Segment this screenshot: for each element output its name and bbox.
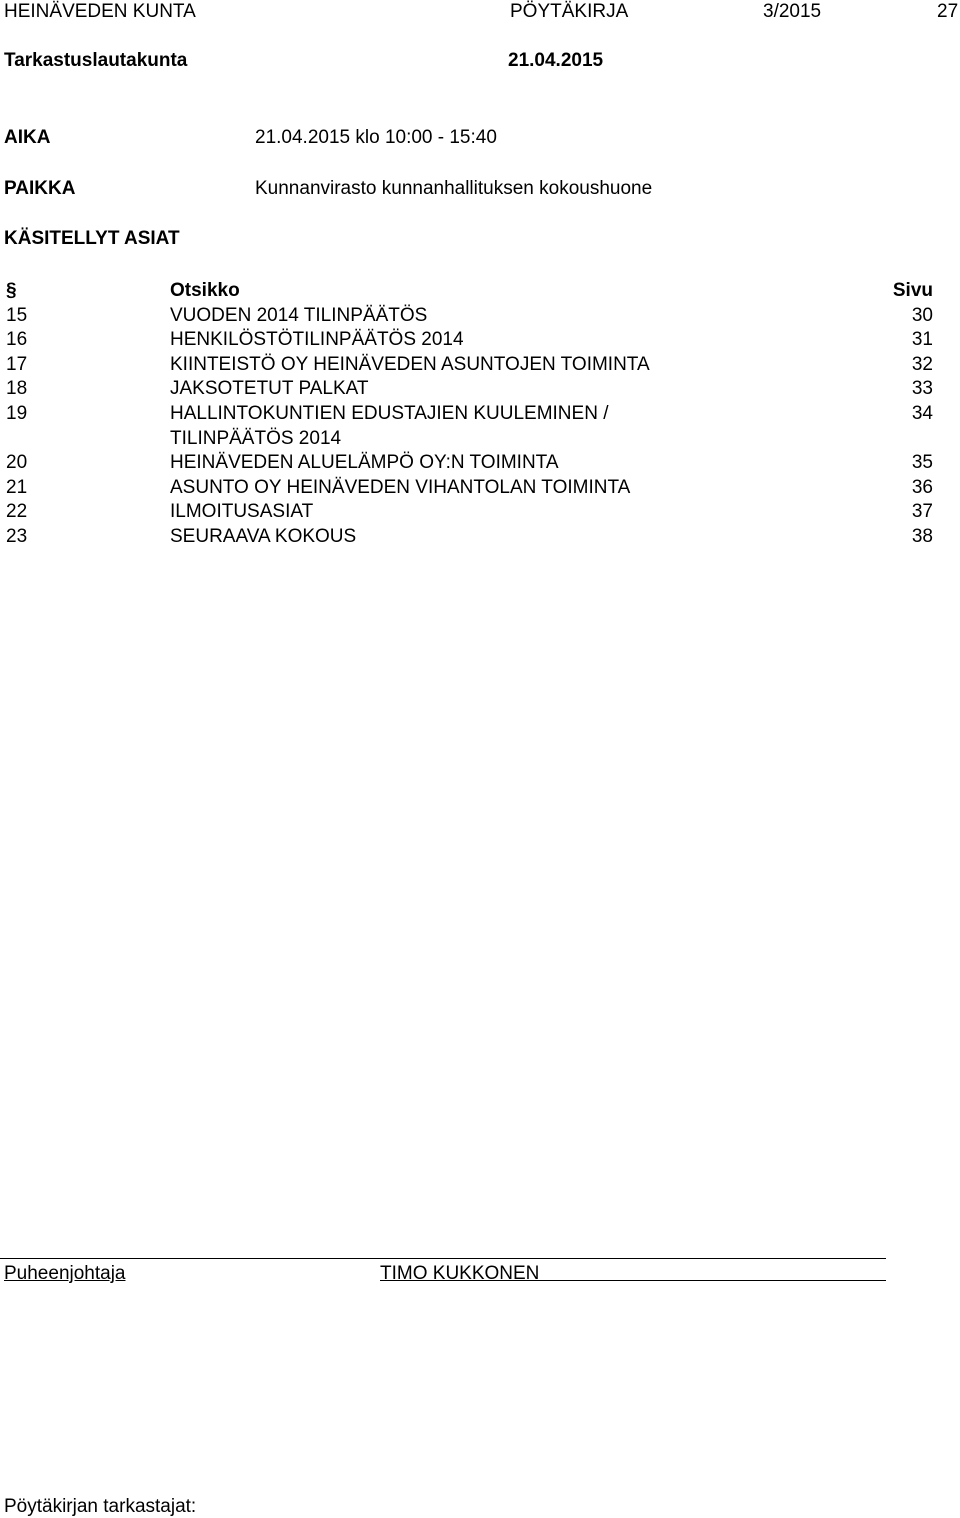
agenda-row-number: 16	[6, 329, 28, 351]
document-type: PÖYTÄKIRJA	[510, 1, 629, 22]
agenda-row-title: HALLINTOKUNTIEN EDUSTAJIEN KUULEMINEN / TILINPÄÄTÖS 2014	[170, 402, 609, 449]
agenda-row	[0, 525, 960, 550]
agenda-row-page: 30	[911, 304, 933, 326]
document-number: 3/2015	[763, 1, 822, 22]
agenda-rows	[0, 304, 960, 550]
page-number: 27	[937, 1, 959, 22]
agenda-row	[0, 353, 960, 378]
board-name: Tarkastuslautakunta	[4, 50, 188, 71]
agenda-row	[0, 451, 960, 476]
time-value: 21.04.2015 klo 10:00 - 15:40	[255, 127, 497, 148]
place-label: PAIKKA	[4, 178, 76, 199]
agenda-row-number: 23	[6, 525, 28, 547]
agenda-row-page: 31	[911, 329, 933, 351]
agenda-row-title: SEURAAVA KOKOUS	[170, 525, 357, 547]
agenda-row	[0, 500, 960, 525]
agenda-row-title: VUODEN 2014 TILINPÄÄTÖS	[170, 304, 428, 326]
agenda-row-page: 35	[911, 452, 933, 474]
time-label: AIKA	[4, 127, 51, 148]
agenda-header-row	[0, 279, 960, 304]
agenda-row-page: 37	[911, 501, 933, 523]
agenda-row-title: ILMOITUSASIAT	[170, 501, 314, 523]
agenda-row-title: HEINÄVEDEN ALUELÄMPÖ OY:N TOIMINTA	[170, 452, 559, 474]
agenda-header-title: Otsikko	[170, 280, 240, 301]
agenda-row	[0, 328, 960, 353]
agenda-row-title: KIINTEISTÖ OY HEINÄVEDEN ASUNTOJEN TOIMINTA	[170, 353, 650, 375]
section-title: KÄSITELLYT ASIAT	[4, 228, 180, 249]
agenda-row-number: 19	[6, 402, 28, 424]
chair-name: TIMO KUKKONEN	[380, 1263, 540, 1284]
section-symbol-icon: §	[6, 280, 17, 301]
agenda-row-page: 33	[911, 378, 933, 400]
meeting-date: 21.04.2015	[508, 50, 604, 71]
chair-role: Puheenjohtaja	[4, 1263, 126, 1284]
signature-underline	[380, 1280, 886, 1281]
agenda-row-number: 15	[6, 304, 28, 326]
agenda-row	[0, 377, 960, 402]
agenda-row	[0, 304, 960, 329]
agenda-row-page: 38	[911, 525, 933, 547]
reviewers-label: Pöytäkirjan tarkastajat:	[4, 1496, 197, 1517]
municipality-name: HEINÄVEDEN KUNTA	[4, 1, 196, 22]
agenda-header-page: Sivu	[892, 280, 933, 301]
agenda-row-page: 34	[911, 402, 933, 424]
agenda-row	[0, 402, 960, 451]
agenda-row-title: HENKILÖSTÖTILINPÄÄTÖS 2014	[170, 329, 464, 351]
agenda-row-title: ASUNTO OY HEINÄVEDEN VIHANTOLAN TOIMINTA	[170, 476, 631, 498]
agenda-row-number: 21	[6, 476, 28, 498]
agenda-table	[0, 279, 960, 550]
agenda-row-number: 20	[6, 452, 28, 474]
agenda-row-page: 36	[911, 476, 933, 498]
agenda-row-number: 17	[6, 353, 28, 375]
signature-line	[0, 1258, 886, 1259]
agenda-row-page: 32	[911, 353, 933, 375]
agenda-row-number: 18	[6, 378, 28, 400]
agenda-row	[0, 476, 960, 501]
agenda-row-number: 22	[6, 501, 28, 523]
place-value: Kunnanvirasto kunnanhallituksen kokoushuone	[255, 178, 653, 199]
agenda-row-title: JAKSOTETUT PALKAT	[170, 378, 369, 400]
